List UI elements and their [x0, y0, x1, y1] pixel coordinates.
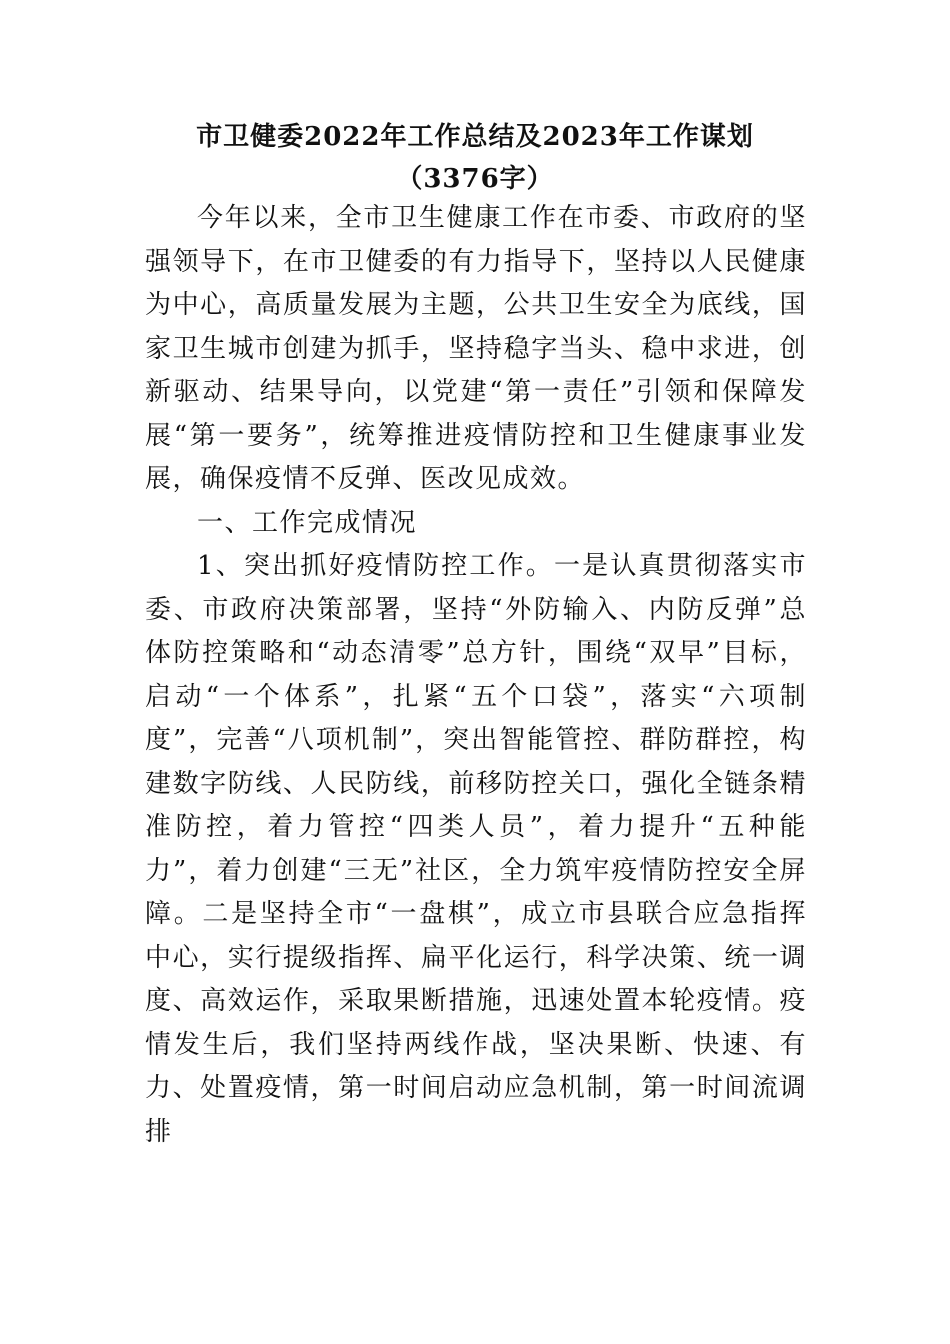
body-paragraph: 1、突出抓好疫情防控工作。一是认真贯彻落实市委、市政府决策部署，坚持“外防输入、内防反弹”总体防控策略和“动态清零”总方针，围绕“双早”目标，启动“一个体系”，扎紧“五个口袋”，落实“六项制度”，完善“八项机制”，突出智能管控、群防群控，构建数字防线、人民防线，前移防控关口，强化全链条精准防控，着力管控“四类人员”，着力提升“五种能力”，着力创建“三无”社区，全力筑牢疫情防控安全屏障。二是坚持全市“一盘棋”，成立市县联合应急指挥中心，实行提级指挥、扁平化运行，科学决策、统一调度、高效运作，采取果断措施，迅速处置本轮疫情。疫情发生后，我们坚持两线作战，坚决果断、快速、有力、处置疫情，第一时间启动应急机制，第一时间流调排	[145, 551, 807, 1147]
document-word-count: （3376字）	[396, 164, 554, 194]
intro-paragraph: 今年以来，全市卫生健康工作在市委、市政府的坚强领导下，在市卫健委的有力指导下，坚持以人民健康为中心，高质量发展为主题，公共卫生安全为底线，国家卫生城市创建为抓手，坚持稳字当头、稳中求进，创新驱动、结果导向，以党建“第一责任”引领和保障发展“第一要务”，统筹推进疫情防控和卫生健康事业发展，确保疫情不反弹、医改见成效。	[145, 203, 807, 494]
section-heading: 一、工作完成情况	[197, 508, 418, 538]
document-title: 市卫健委2022年工作总结及2023年工作谋划	[196, 122, 754, 152]
